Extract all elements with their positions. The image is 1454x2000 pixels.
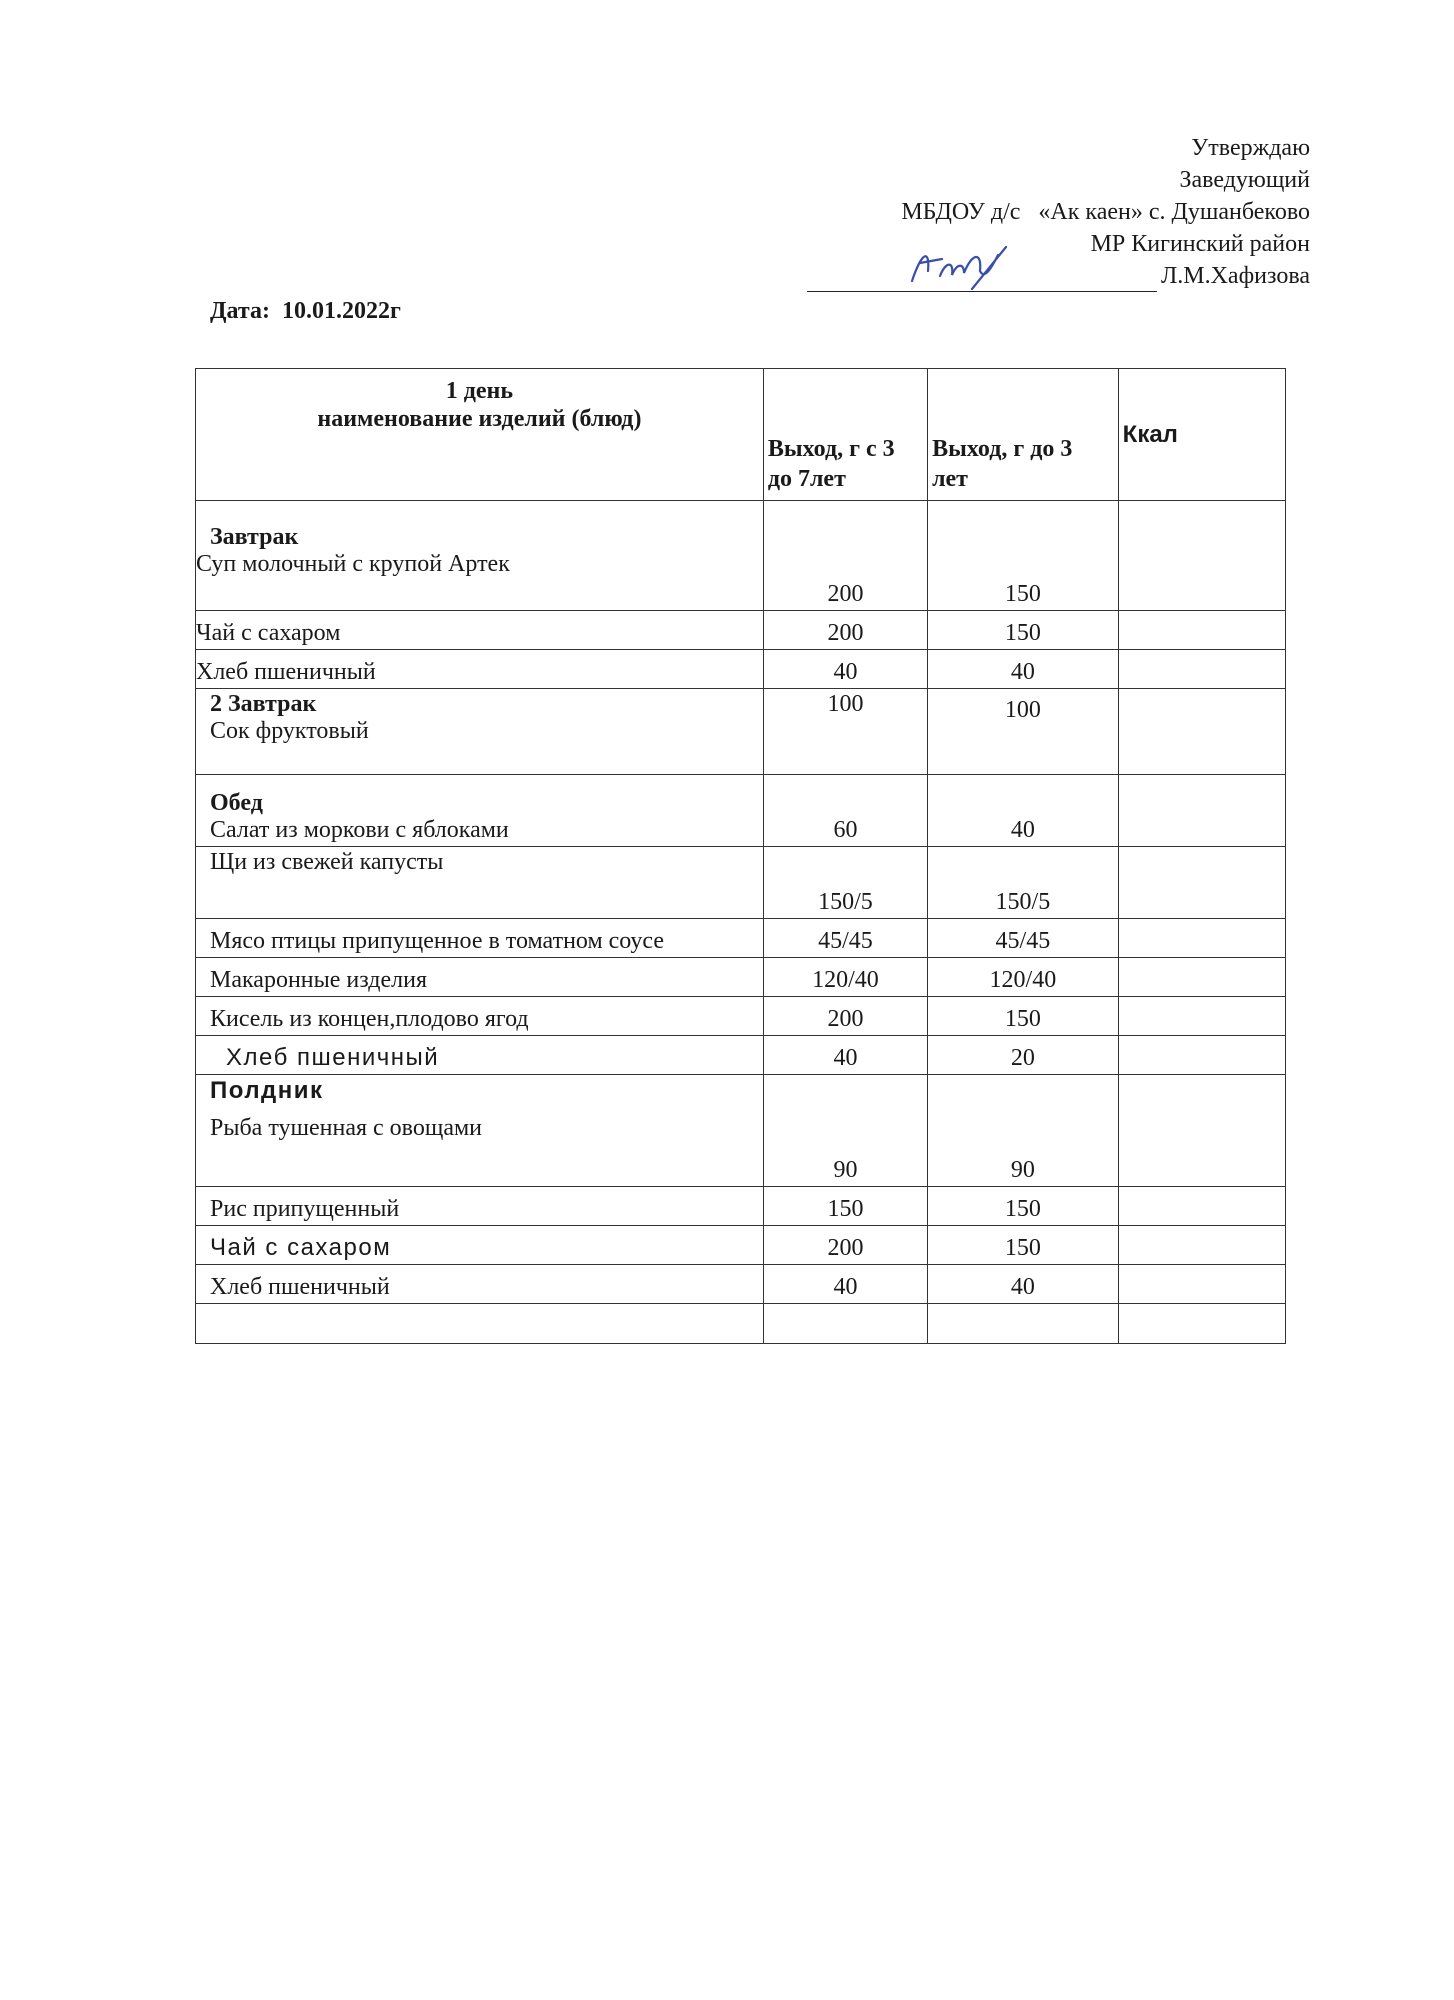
kcal-cell <box>1118 775 1285 847</box>
kcal-cell <box>1118 958 1285 997</box>
dish-name: Рыба тушенная с овощами <box>210 1115 483 1141</box>
dish-name: Чай с сахаром <box>196 611 764 650</box>
dish-name: Чай с сахаром <box>196 1226 764 1265</box>
yield-under-3: 40 <box>928 1265 1119 1304</box>
yield-under-3: 150/5 <box>928 847 1119 919</box>
dish-name: Суп молочный с крупой Артек <box>196 551 510 577</box>
yield-3-7: 100 <box>763 689 927 775</box>
yield-under-3: 90 <box>928 1075 1119 1187</box>
yield-3-7: 40 <box>763 650 927 689</box>
table-row <box>196 1036 1286 1075</box>
meal-label: Завтрак <box>210 524 299 550</box>
header-day: 1 день <box>445 378 514 404</box>
approval-district: МР Кигинский район <box>1090 231 1310 257</box>
dish-cell <box>196 775 764 847</box>
table-row <box>196 958 1286 997</box>
dish-name: Хлеб пшеничный <box>196 1265 764 1304</box>
yield-3-7: 150/5 <box>763 847 927 919</box>
kcal-cell <box>1118 501 1285 611</box>
table-row <box>196 650 1286 689</box>
yield-under-3: 45/45 <box>928 919 1119 958</box>
empty-cell <box>196 1304 764 1344</box>
table-row <box>196 1226 1286 1265</box>
signature-line <box>807 265 1157 292</box>
header-yield-under-3: Выход, г до 3 лет <box>928 369 1119 501</box>
approval-title: Утверждаю <box>1191 135 1310 161</box>
yield-under-3: 150 <box>928 997 1119 1036</box>
yield-3-7: 90 <box>763 1075 927 1187</box>
yield-3-7: 200 <box>763 997 927 1036</box>
dish-name: Хлеб пшеничный <box>196 1036 764 1075</box>
table-row <box>196 611 1286 650</box>
yield-3-7: 120/40 <box>763 958 927 997</box>
kcal-cell <box>1118 919 1285 958</box>
yield-under-3: 20 <box>928 1036 1119 1075</box>
dish-name: Хлеб пшеничный <box>196 650 764 689</box>
handwritten-signature <box>902 241 1022 291</box>
header-dish-name: наименование изделий (блюд) <box>317 406 642 432</box>
header-kcal: Ккал <box>1118 369 1285 501</box>
meal-label: 2 Завтрак <box>210 691 317 717</box>
dish-cell <box>196 1075 764 1187</box>
kcal-cell <box>1118 1075 1285 1187</box>
yield-under-3: 100 <box>928 689 1119 775</box>
table-row <box>196 1265 1286 1304</box>
table-row <box>196 501 1286 611</box>
yield-3-7: 45/45 <box>763 919 927 958</box>
date-line <box>210 298 401 325</box>
table-row <box>196 997 1286 1036</box>
signature-row <box>807 260 1310 292</box>
header-name <box>196 369 764 501</box>
dish-cell <box>196 501 764 611</box>
table-row <box>196 847 1286 919</box>
empty-cell <box>1118 1304 1285 1344</box>
header-yield-3-7: Выход, г с 3 до 7лет <box>763 369 927 501</box>
kcal-cell <box>1118 611 1285 650</box>
dish-name: Рис припущенный <box>196 1187 764 1226</box>
table-row <box>196 919 1286 958</box>
table-row <box>196 1075 1286 1187</box>
approval-block <box>807 132 1310 292</box>
yield-under-3: 150 <box>928 1226 1119 1265</box>
yield-3-7: 150 <box>763 1187 927 1226</box>
yield-under-3: 150 <box>928 611 1119 650</box>
dish-name: Кисель из концен,плодово ягод <box>196 997 764 1036</box>
yield-3-7: 40 <box>763 1265 927 1304</box>
approval-position: Заведующий <box>1179 167 1310 193</box>
dish-name: Мясо птицы припущенное в томатном соусе <box>196 919 764 958</box>
menu-table <box>195 368 1286 1344</box>
kcal-cell <box>1118 1036 1285 1075</box>
table-row <box>196 775 1286 847</box>
signatory-name: Л.М.Хафизова <box>1160 263 1310 289</box>
yield-under-3: 40 <box>928 650 1119 689</box>
table-row <box>196 1187 1286 1226</box>
date-value: 10.01.2022г <box>281 298 401 324</box>
empty-cell <box>928 1304 1119 1344</box>
meal-label: Полдник <box>210 1077 324 1104</box>
yield-3-7: 60 <box>763 775 927 847</box>
kcal-cell <box>1118 1265 1285 1304</box>
yield-3-7: 200 <box>763 1226 927 1265</box>
yield-3-7: 200 <box>763 611 927 650</box>
yield-3-7: 40 <box>763 1036 927 1075</box>
dish-cell <box>196 689 764 775</box>
kcal-cell <box>1118 650 1285 689</box>
kcal-cell <box>1118 1226 1285 1265</box>
yield-under-3: 120/40 <box>928 958 1119 997</box>
yield-under-3: 150 <box>928 1187 1119 1226</box>
dish-name: Щи из свежей капусты <box>210 849 444 875</box>
table-row <box>196 689 1286 775</box>
approval-organization: МБДОУ д/с «Ак каен» с. Душанбеково <box>901 199 1310 225</box>
dish-cell <box>196 847 764 919</box>
kcal-cell <box>1118 689 1285 775</box>
kcal-cell <box>1118 847 1285 919</box>
kcal-cell <box>1118 1187 1285 1226</box>
yield-3-7: 200 <box>763 501 927 611</box>
table-header-row <box>196 369 1286 501</box>
table-row-empty <box>196 1304 1286 1344</box>
yield-under-3: 40 <box>928 775 1119 847</box>
date-label: Дата: <box>210 298 270 324</box>
meal-label: Обед <box>210 790 263 816</box>
kcal-cell <box>1118 997 1285 1036</box>
dish-name: Сок фруктовый <box>210 718 369 744</box>
empty-cell <box>763 1304 927 1344</box>
dish-name: Макаронные изделия <box>196 958 764 997</box>
yield-under-3: 150 <box>928 501 1119 611</box>
dish-name: Салат из моркови с яблоками <box>210 817 509 843</box>
